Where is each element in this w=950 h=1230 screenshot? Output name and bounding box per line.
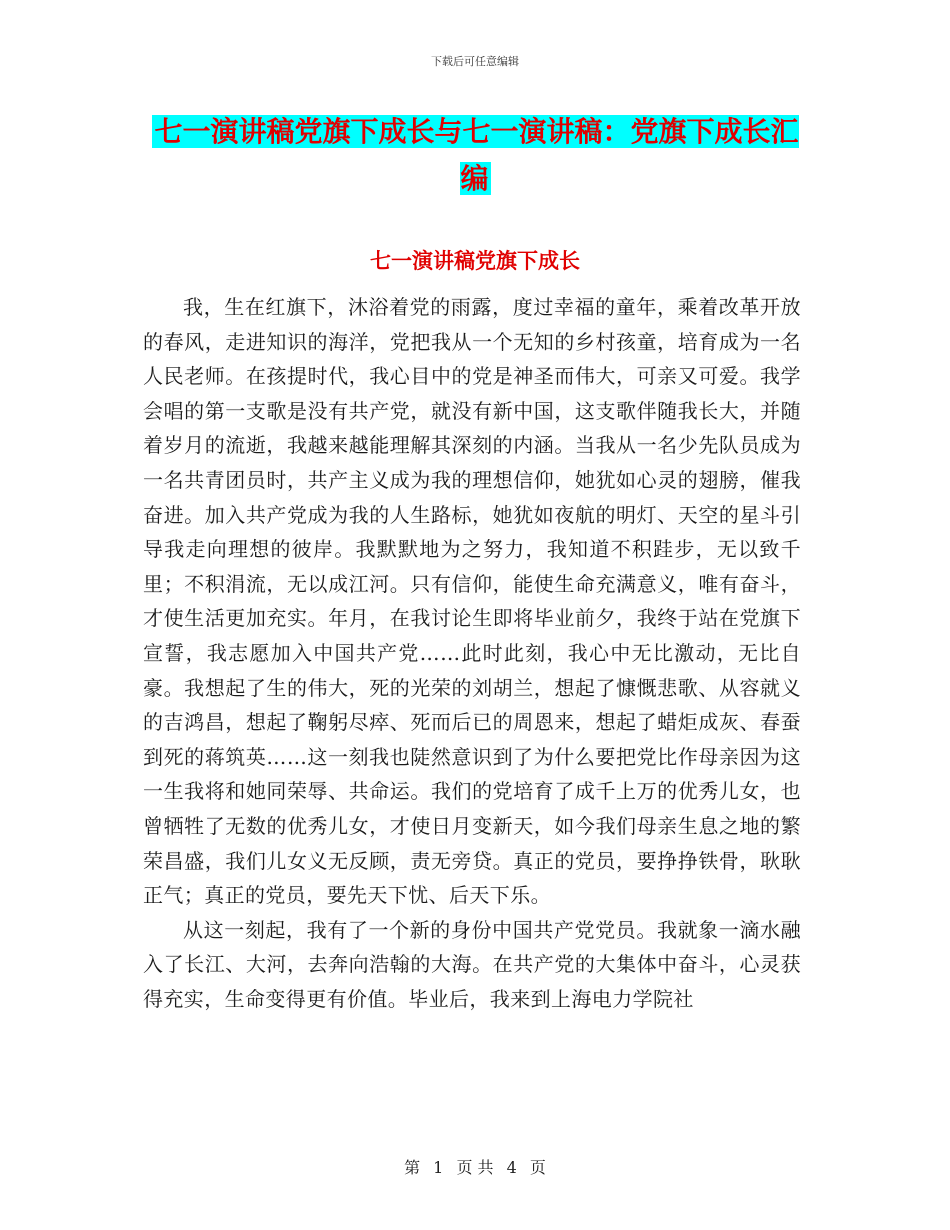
header-note: 下载后可任意编辑 (431, 55, 519, 68)
section-title: 七一演讲稿党旗下成长 (370, 249, 580, 273)
paragraph: 从这一刻起，我有了一个新的身份中国共产党党员。我就象一滴水融入了长江、大河，去奔向浩翰的大海。在共产党的大集体中奋斗，心灵获得充实，生命变得更有价值。毕业后，我来到上海电力学院社 (143, 917, 801, 1011)
footer-suffix: 页 (529, 1158, 546, 1177)
footer-prefix: 第 (404, 1158, 421, 1177)
document-title-text: 七一演讲稿党旗下成长与七一演讲稿：党旗下成长汇编 (154, 115, 799, 195)
current-page: 1 (433, 1158, 444, 1177)
body-text (143, 290, 801, 1016)
paragraph: 我，生在红旗下，沐浴着党的雨露，度过幸福的童年，乘着改革开放的春风，走进知识的海洋，党把我从一个无知的乡村孩童，培育成为一名人民老师。在孩提时代，我心目中的党是神圣而伟大，可亲又可爱。我学会唱的第一支歌是没有共产党，就没有新中国，这支歌伴随我长大，并随着岁月的流逝，我越来越能理解其深刻的内涵。当我从一名少先队员成为一名共青团员时，共产主义成为我的理想信仰，她犹如心灵的翅膀，催我奋进。加入共产党成为我的人生路标，她犹如夜航的明灯、天空的星斗引导我走向理想的彼岸。我默默地为之努力，我知道不积跬步，无以致千里；不积涓流，无以成江河。只有信仰，能使生命充满意义，唯有奋斗，才使生活更加充实。年月，在我讨论生即将毕业前夕，我终于站在党旗下宣誓，我志愿加入中国共产党……此时此刻，我心中无比激动，无比自豪。我想起了生的伟大，死的光荣的刘胡兰，想起了慷慨悲歌、从容就义的吉鸿昌，想起了鞠躬尽瘁、死而后已的周恩来，想起了蜡炬成灰、春蚕到死的蒋筑英……这一刻我也陡然意识到了为什么要把党比作母亲因为这一生我将和她同荣辱、共命运。我们的党培育了成千上万的优秀儿女，也曾牺牲了无数的优秀儿女，才使日月变新天，如今我们母亲生息之地的繁荣昌盛，我们儿女义无反顾，责无旁贷。真正的党员，要挣挣铁骨，耿耿正气；真正的党员，要先天下忧、后天下乐。 (143, 295, 801, 908)
total-pages: 4 (506, 1158, 517, 1177)
page-footer (0, 1155, 950, 1178)
footer-middle: 页 共 (456, 1158, 494, 1177)
document-title (143, 108, 808, 202)
